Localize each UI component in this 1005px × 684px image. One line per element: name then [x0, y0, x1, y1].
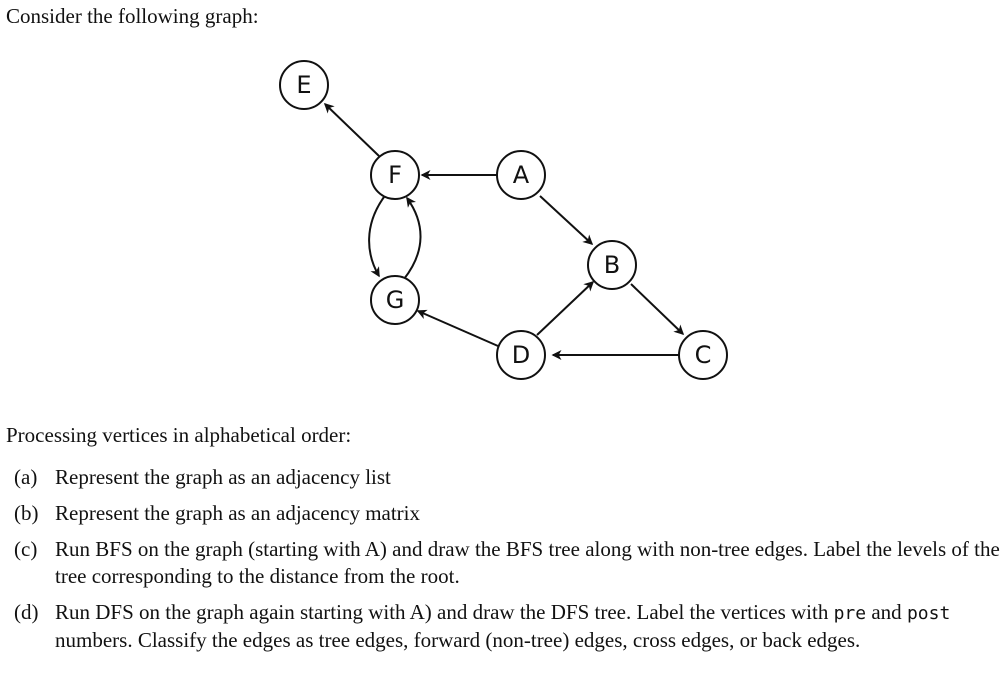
node-label: F: [388, 161, 402, 189]
node-label: E: [296, 71, 312, 99]
intro-text: Consider the following graph:: [6, 4, 259, 28]
question-label: (d): [14, 600, 39, 624]
question-d: [14, 599, 1002, 654]
edge-F-G: [369, 197, 384, 276]
edge-F-E: [325, 104, 379, 156]
question-label: (b): [14, 501, 39, 525]
node-A: [497, 151, 545, 199]
node-label: C: [694, 341, 712, 369]
edge-D-G: [418, 311, 498, 346]
question-b: [14, 500, 1002, 527]
question-text: Represent the graph as an adjacency matrix: [55, 501, 421, 525]
question-text: Represent the graph as an adjacency list: [55, 465, 391, 489]
node-G: [371, 276, 419, 324]
node-B: [588, 241, 636, 289]
edge-G-F: [404, 198, 421, 279]
question-text-part: Run DFS on the graph again starting with A) and draw the DFS tree. Label the vertices with: [55, 600, 834, 624]
question-list: [14, 464, 1002, 663]
question-a: [14, 464, 1002, 491]
question-label: (c): [14, 537, 38, 561]
node-F: [371, 151, 419, 199]
question-text-part: and: [866, 600, 907, 624]
edge-B-C: [631, 284, 683, 334]
question-label: (a): [14, 465, 38, 489]
node-label: G: [385, 286, 405, 314]
node-label: D: [511, 341, 531, 369]
edge-D-B: [537, 282, 593, 335]
post-code-label: post: [906, 603, 951, 624]
node-label: B: [603, 251, 621, 279]
node-E: [280, 61, 328, 109]
question-c: [14, 536, 1002, 590]
processing-text: Processing vertices in alphabetical order:: [6, 423, 352, 447]
question-text: Run BFS on the graph (starting with A) and draw the BFS tree along with non-tree edges. Label the levels of the tree corresponding to the distance from the root.: [55, 537, 1000, 588]
node-D: [497, 331, 545, 379]
node-label: A: [512, 161, 530, 189]
question-text-part: numbers. Classify the edges as tree edges, forward (non-tree) edges, cross edges, or back edges.: [55, 628, 861, 652]
pre-code-label: pre: [833, 603, 867, 624]
question-text: [55, 599, 1001, 654]
edge-A-B: [540, 196, 592, 244]
node-C: [679, 331, 727, 379]
